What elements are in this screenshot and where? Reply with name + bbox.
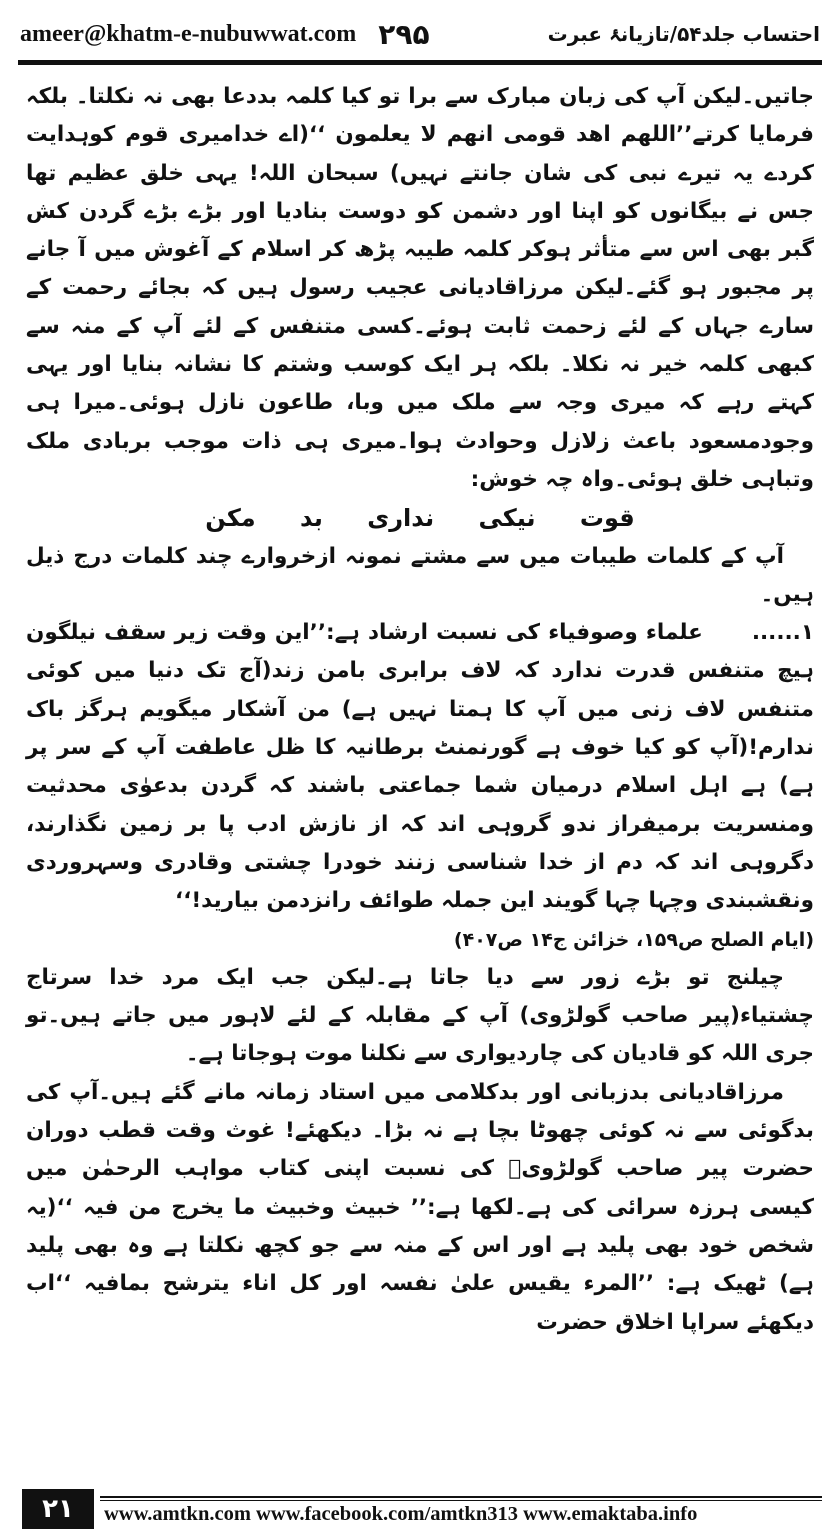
body-paragraph-1: جاتیں۔لیکن آپ کی زبان مبارک سے برا تو کیا کلمہ بددعا بھی نہ نکلتا۔ بلکہ فرمایا کرتے’’اللھم اھد قومی انھم لا یعلمون ‘‘(اے خدامیری قوم کوہدایت کردے یہ تیرے نبی کی شان جانتے نہیں) سبحان اللہ! یہی خلق عظیم تھا جس نے بیگانوں کو اپنا اور دشمن کو دوست بنادیا اور بڑے بڑے گردن کش گبر بھی اس سے متأثر ہوکر کلمہ طیبہ پڑھ کر اسلام کے آغوش میں آ جانے پر مجبور ہو گئے۔لیکن مرزاقادیانی عجیب رسول ہیں کہ بجائے رحمت کے سارے جہاں کے لئے زحمت ثابت ہوئے۔کسی متنفس کے لئے آپ کے منہ سے کبھی کلمہ خیر نہ نکلا۔ بلکہ ہر ایک کوسب وشتم کا نشانہ بنایا اور یہی کہتے رہے کہ میری وجہ سے ملک میں وبا، طاعون نازل ہوئی۔میرا ہی وجودمسعود باعث زلازل وحوادث ہوا۔میری ہی ذات موجب بربادی ملک وتباہی خلق ہوئی۔واہ چہ خوش:	[26, 84, 814, 492]
intro-line: آپ کے کلمات طیبات میں سے مشتے نمونہ ازخروارے چند کلمات درج ذیل ہیں۔	[26, 543, 814, 607]
quoted-item-1	[26, 614, 814, 920]
header-book-title: احتساب جلد۵۴/تازیانۂ عبرت	[547, 22, 820, 46]
footer-divider-thin	[100, 1500, 822, 1501]
body-paragraph-3: مرزاقادیانی بدزبانی اور بدکلامی میں استاد زمانہ مانے گئے ہیں۔آپ کی بدگوئی سے نہ کوئی چھوٹا بچا ہے نہ بڑا۔ دیکھئے! غوث وقت قطب دوران حضرت پیر صاحب گولڑویؒ کی نسبت اپنی کتاب مواہب الرحمٰن میں کیسی ہرزہ سرائی کی ہے۔لکھا ہے:’’ خبیث وخبیث ما یخرج من فیہ ‘‘(یہ شخص خود بھی پلید ہے اور اس کے منہ سے جو کچھ نکلتا ہے وہ بھی پلید ہے) ٹھیک ہے: ’’المرء یقیس علیٰ نفسہ اور کل اناء یترشح بمافیہ ‘‘اب دیکھئے سراپا اخلاق حضرت	[26, 1079, 814, 1335]
header-email[interactable]: ameer@khatm-e-nubuwwat.com	[20, 20, 357, 47]
header-divider	[18, 60, 822, 65]
item-text: علماء وصوفیاء کی نسبت ارشاد ہے:’’این وقت زیر سقف نیلگون ہیچ متنفس قدرت ندارد کہ لاف برابری بامن زند(آج تک دنیا میں کوئی متنفس لاف زنی میں آپ کا ہمتا نہیں ہے) من آشکار میگویم ہرگز باک ندارم!(آپ کو کیا خوف ہے گورنمنٹ برطانیہ کا ظل عاطفت آپ کے سر پر ہے) ہے اہل اسلام درمیان شما جماعتی باشند کہ گردن بدعوٰی محدثیت ومنسریت برمیفراز ندو گروہی اند کہ از نازش ادب پا بر زمین نگذارند، دگروہی اند کہ دم از خدا شناسی زنند خودرا چشتی وقادری وسہروردی ونقشبندی وچہا چہا گویند این جملہ طوائف رانزدمن بیارید!‘‘	[26, 620, 814, 914]
persian-verse: قوت نیکی نداری بد مکن	[205, 504, 635, 533]
footer-page-number: ۲۱	[22, 1489, 94, 1529]
item-number: ۱......	[751, 620, 814, 646]
header-left	[20, 18, 430, 51]
header-page-number: ۲۹۵	[378, 17, 430, 51]
footer-divider	[100, 1496, 822, 1498]
citation-reference: (ایام الصلح ص۱۵۹، خزائن ج۱۴ ص۴۰۷)	[453, 928, 814, 951]
page-body	[26, 78, 814, 1342]
page-header	[20, 14, 820, 54]
footer-urls[interactable]: www.amtkn.com www.facebook.com/amtkn313 www.emaktaba.info	[104, 1503, 698, 1525]
body-paragraph-2: چیلنج تو بڑے زور سے دیا جاتا ہے۔لیکن جب ایک مرد خدا سرتاج چشتیاء(پیر صاحب گولڑوی) آپ کے مقابلہ کے لئے لاہور میں جاتے ہیں۔تو جری اللہ کو قادیان کی چاردیواری سے نکلنا موت ہوجاتا ہے۔	[26, 964, 814, 1067]
